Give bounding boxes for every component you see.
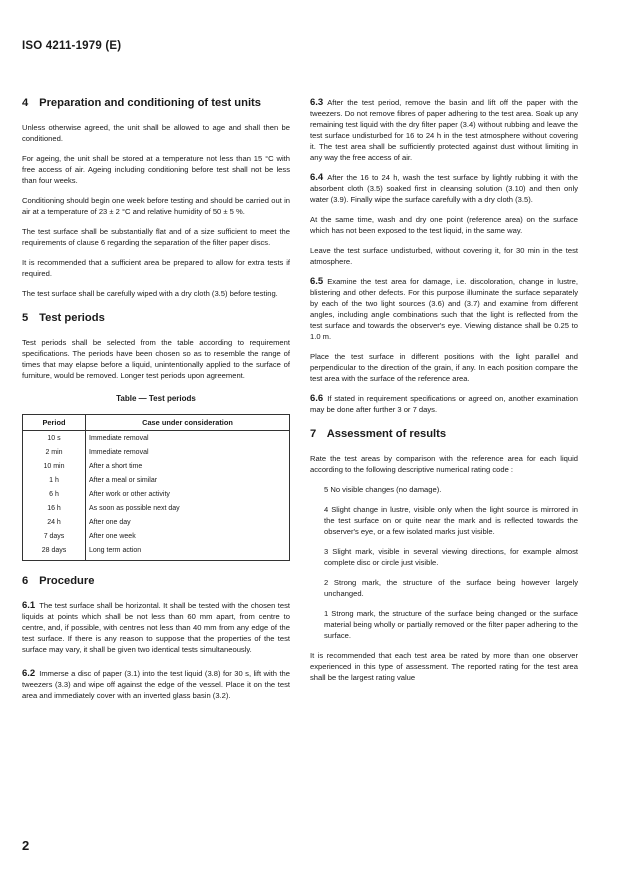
clause-number: 6.1 [22,599,36,611]
right-column [310,97,578,692]
section-4-paragraph: For ageing, the unit shall be stored at a temperature not less than 15 °C with free access of air. Ageing including conditioning before test shall not be less than four weeks. [22,154,290,185]
clause-text: Immerse a disc of paper (3.1) into the test liquid (3.8) for 30 s, lift with the tweezers (3.3) and wipe off against the edge of the vessel. Place it on the test area and immediately cover with an inverted glass basin (3.2). [22,668,290,700]
clause-6-2 [22,668,290,701]
period-cell: 28 days [23,543,86,560]
table-header-case: Case under consideration [86,415,290,431]
period-cell: 2 min [23,445,86,459]
period-cell: 16 h [23,501,86,515]
section-7-closing: It is recommended that each test area be rated by more than one observer experienced in this type of assessment. The reported rating for the test area shall be the largest rating value [310,651,578,682]
case-cell: Immediate removal [86,431,290,446]
section-7-intro: Rate the test areas by comparison with the reference area for each liquid according to the following descriptive numerical rating code : [310,454,578,474]
section-4-heading [22,97,290,110]
table-row [23,431,290,446]
case-cell: After a short time [86,459,290,473]
table-row [23,543,290,560]
table-row [23,445,290,459]
period-cell: 1 h [23,473,86,487]
clause-6-5 [310,276,578,342]
page-header: ISO 4211-1979 (E) [22,40,122,52]
table-header-period: Period [23,415,86,431]
section-5-number: 5 [22,312,29,324]
rating-item: 5 No visible changes (no damage). [324,485,442,494]
section-4-paragraph: The test surface shall be substantially flat and of a size sufficient to meet the requirements of clause 6 regarding the separation of the filter paper discs. [22,227,290,247]
clause-text: The test surface shall be horizontal. It shall be tested with the chosen test liquids at points which shall be not less than 60 mm apart, from centre to centre, and, if possible, with centres not less than 40 mm from any edge of the test surface. If there is any reason to suppose that the properties of the test surface may vary, it shall be given two identical tests simultaneously. [22,600,290,654]
clause-number: 6.6 [310,393,324,404]
period-cell: 24 h [23,515,86,529]
paragraph-6-4-b: At the same time, wash and dry one point (reference area) on the surface which has not been exposed to the test liquid, in the same way. [310,215,578,235]
section-5-heading [22,312,290,325]
section-4-number: 4 [22,97,29,109]
paragraph-6-5-b: Place the test surface in different positions with the light parallel and perpendicular to the direction of the grain, if any. In each position compare the test area with the surface of the reference area. [310,352,578,383]
page-number: 2 [22,838,30,853]
left-column [22,97,290,710]
period-cell: 6 h [23,487,86,501]
section-4-title: Preparation and conditioning of test units [39,97,261,109]
table-row [23,501,290,515]
section-6-number: 6 [22,574,29,587]
clause-6-6 [310,393,578,415]
section-7-title: Assessment of results [326,428,447,440]
rating-item: 2 Strong mark, the structure of the surface being however largely unchanged. [324,578,578,598]
section-6-title: Procedure [39,574,95,587]
table-title: Table — Test periods [116,394,196,403]
clause-number: 6.4 [310,172,324,183]
section-4-paragraph: The test surface shall be carefully wiped with a dry cloth (3.5) before testing. [22,289,278,298]
table-row [23,515,290,529]
section-5-title: Test periods [39,312,105,324]
section-4-paragraph: Unless otherwise agreed, the unit shall be allowed to age and shall then be conditioned. [22,123,290,143]
clause-text: Examine the test area for damage, i.e. discoloration, change in lustre, blistering and other defects. For this purpose illuminate the surface separately by each of the two light sources (3.6) and (3.7) and examine from different angles, including angle combinations such that the light is reflected from the test surface and towards the observer's eye. Viewing distance shall be 0.25 to 1.0 m. [310,277,578,341]
section-5-paragraph: Test periods shall be selected from the table according to requirement specifications. The periods have been chosen so as to resemble the range of times that may elapse before a liquid, unintentionally applied to the surface of furniture, would be removed. Longer test periods upon agreement. [22,338,290,380]
rating-item: 3 Slight mark, visible in several viewing directions, for example almost complete disc or circle just visible. [324,547,578,567]
rating-item: 1 Strong mark, the structure of the surface being changed or the surface material being wholly or partially removed or the filter paper adhering to the surface. [324,609,578,640]
section-4-paragraph: It is recommended that a sufficient area be prepared to allow for extra tests if required. [22,258,290,278]
table-row [23,459,290,473]
paragraph-6-4-c: Leave the test surface undisturbed, without covering it, for 30 min in the test atmosphere. [310,246,578,266]
case-cell: Immediate removal [86,445,290,459]
clause-number: 6.3 [310,97,324,108]
period-cell: 10 min [23,459,86,473]
case-cell: As soon as possible next day [86,501,290,515]
period-cell: 10 s [23,431,86,446]
case-cell: After one week [86,529,290,543]
section-6-heading [22,575,290,588]
clause-number: 6.2 [22,667,36,679]
case-cell: After a meal or similar [86,473,290,487]
clause-6-4 [310,172,578,205]
case-cell: After one day [86,515,290,529]
table-row [23,529,290,543]
section-7-heading [310,428,578,441]
section-7-number: 7 [310,428,317,440]
clause-6-1 [22,600,290,655]
case-cell: After work or other activity [86,487,290,501]
table-row [23,473,290,487]
test-periods-table [22,414,290,561]
clause-number: 6.5 [310,276,324,287]
table-row [23,487,290,501]
clause-text: After the 16 to 24 h, wash the test surface by lightly rubbing it with the absorbent cloth (3.5) soaked first in cleansing solution (3.10) and then only water (3.9). Finally wipe the surface carefully with a dry cloth (3.5). [310,173,578,204]
rating-item: 4 Slight change in lustre, visible only when the light source is mirrored in the test surface on or quite near the mark and is reflected towards the observer's eye, or a few isolated marks just visible. [324,505,578,536]
clause-text: If stated in requirement specifications or agreed on, another examination may be done after further 3 or 7 days. [310,394,578,414]
clause-text: After the test period, remove the basin and lift off the paper with the tweezers. Do not remove fibres of paper adhering to the test area. Soak up any remaining test liquid with the dry filter paper (3.4) without rubbing and leave the test surface undisturbed for 16 to 24 h in the test atmosphere without covering it. The test area shall be sufficiently protected against dust without limiting in any way the free access of air. [310,98,578,162]
section-4-paragraph: Conditioning should begin one week before testing and should be carried out in air at a temperature of 23 ± 2 °C and relative humidity of 50 ± 5 %. [22,196,290,216]
case-cell: Long term action [86,543,290,560]
period-cell: 7 days [23,529,86,543]
clause-6-3 [310,97,578,163]
